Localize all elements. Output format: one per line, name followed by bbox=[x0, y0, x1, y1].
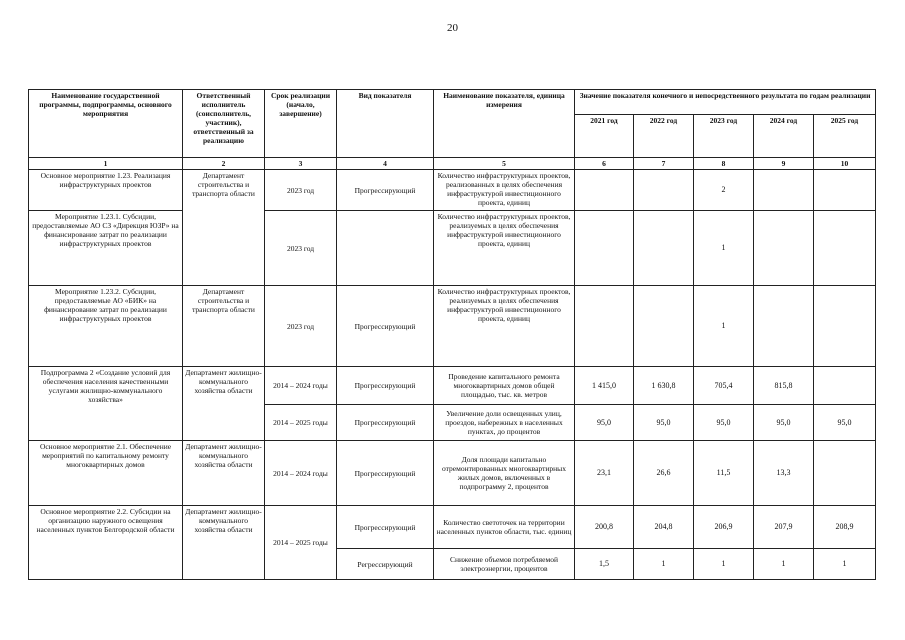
column-number: 6 bbox=[575, 158, 634, 170]
term-cell: 2014 – 2024 годы bbox=[265, 441, 337, 506]
value-cell bbox=[814, 286, 876, 367]
indicator-type-cell: Прогрессирующий bbox=[337, 286, 434, 367]
column-number: 5 bbox=[434, 158, 575, 170]
value-cell: 95,0 bbox=[814, 405, 876, 441]
value-cell bbox=[814, 367, 876, 405]
value-cell: 23,1 bbox=[575, 441, 634, 506]
header-year: 2022 год bbox=[634, 115, 694, 158]
value-cell bbox=[575, 170, 634, 211]
header-indicator-name: Наименование показателя, единица измерения bbox=[434, 90, 575, 158]
value-cell: 1 415,0 bbox=[575, 367, 634, 405]
column-number: 9 bbox=[754, 158, 814, 170]
term-cell: 2014 – 2025 годы bbox=[265, 405, 337, 441]
column-number: 1 bbox=[29, 158, 183, 170]
header-responsible: Ответственный исполнитель (соисполнитель, участник), ответственный за реализацию bbox=[183, 90, 265, 158]
term-cell: 2023 год bbox=[265, 211, 337, 286]
value-cell: 1 bbox=[814, 549, 876, 580]
value-cell: 95,0 bbox=[575, 405, 634, 441]
program-cell: Основное мероприятие 1.23. Реализация инфраструктурных проектов bbox=[29, 170, 183, 211]
value-cell bbox=[754, 211, 814, 286]
program-cell: Подпрограмма 2 «Создание условий для обеспечения населения качественными услугами жилищно-коммунального хозяйства» bbox=[29, 367, 183, 441]
value-cell: 2 bbox=[694, 170, 754, 211]
indicator-type-cell: Регрессирующий bbox=[337, 549, 434, 580]
term-cell: 2023 год bbox=[265, 286, 337, 367]
indicator-name-cell: Количество светоточек на территории населенных пунктов области, тыс. единиц bbox=[434, 506, 575, 549]
column-number: 2 bbox=[183, 158, 265, 170]
value-cell: 206,9 bbox=[694, 506, 754, 549]
value-cell: 207,9 bbox=[754, 506, 814, 549]
column-number: 8 bbox=[694, 158, 754, 170]
value-cell: 1 bbox=[694, 211, 754, 286]
value-cell: 13,3 bbox=[754, 441, 814, 506]
page-number: 20 bbox=[447, 22, 458, 34]
header-year: 2023 год bbox=[694, 115, 754, 158]
value-cell: 200,8 bbox=[575, 506, 634, 549]
value-cell bbox=[814, 211, 876, 286]
header-year: 2021 год bbox=[575, 115, 634, 158]
header-year: 2024 год bbox=[754, 115, 814, 158]
value-cell: 1 bbox=[694, 286, 754, 367]
value-cell bbox=[814, 170, 876, 211]
header-program: Наименование государственной программы, подпрограммы, основного мероприятия bbox=[29, 90, 183, 158]
program-cell: Основное мероприятие 2.1. Обеспечение мероприятий по капитальному ремонту многоквартирных домов bbox=[29, 441, 183, 506]
indicator-name-cell: Проведение капитального ремонта многоквартирных домов общей площадью, тыс. кв. метров bbox=[434, 367, 575, 405]
value-cell: 95,0 bbox=[694, 405, 754, 441]
column-number: 3 bbox=[265, 158, 337, 170]
indicator-name-cell: Количество инфраструктурных проектов, реализованных в целях обеспечения инфраструктурой инвестиционного проекта, единиц bbox=[434, 170, 575, 211]
table-row bbox=[29, 506, 876, 549]
indicator-name-cell: Количество инфраструктурных проектов, реализуемых в целях обеспечения инфраструктурой инвестиционного проекта, единиц bbox=[434, 286, 575, 367]
value-cell: 95,0 bbox=[634, 405, 694, 441]
program-cell: Мероприятие 1.23.1. Субсидии, предоставляемые АО СЗ «Дирекция ЮЗР» на финансирование затрат по реализации инфраструктурных проектов bbox=[29, 211, 183, 286]
value-cell: 1,5 bbox=[575, 549, 634, 580]
term-cell: 2023 год bbox=[265, 170, 337, 211]
value-cell: 1 bbox=[694, 549, 754, 580]
indicator-name-cell: Снижение объемов потребляемой электроэнергии, процентов bbox=[434, 549, 575, 580]
value-cell: 11,5 bbox=[694, 441, 754, 506]
indicator-type-cell: Прогрессирующий bbox=[337, 170, 434, 211]
program-cell: Основное мероприятие 2.2. Субсидии на организацию наружного освещения населенных пунктов Белгородской области bbox=[29, 506, 183, 580]
table-row bbox=[29, 170, 876, 211]
indicator-type-cell: Прогрессирующий bbox=[337, 405, 434, 441]
table-row bbox=[29, 367, 876, 405]
table-row bbox=[29, 441, 876, 506]
indicator-name-cell: Увеличение доли освещенных улиц, проездов, набережных в населенных пунктах, до процентов bbox=[434, 405, 575, 441]
table-row bbox=[29, 211, 876, 286]
value-cell: 1 bbox=[634, 549, 694, 580]
table-row bbox=[29, 286, 876, 367]
value-cell bbox=[634, 211, 694, 286]
responsible-cell: Департамент строительства и транспорта области bbox=[183, 286, 265, 367]
responsible-cell: Департамент жилищно-коммунального хозяйства области bbox=[183, 441, 265, 506]
header-values-group: Значение показателя конечного и непосредственного результата по годам реализации bbox=[575, 90, 876, 115]
responsible-cell: Департамент строительства и транспорта области bbox=[183, 170, 265, 286]
value-cell: 1 bbox=[754, 549, 814, 580]
value-cell: 815,8 bbox=[754, 367, 814, 405]
value-cell bbox=[754, 286, 814, 367]
term-cell: 2014 – 2024 годы bbox=[265, 367, 337, 405]
indicator-name-cell: Количество инфраструктурных проектов, реализуемых в целях обеспечения инфраструктурой инвестиционного проекта, единиц bbox=[434, 211, 575, 286]
header-indicator-type: Вид показателя bbox=[337, 90, 434, 158]
column-number: 10 bbox=[814, 158, 876, 170]
value-cell bbox=[754, 170, 814, 211]
indicator-type-cell bbox=[337, 211, 434, 286]
column-number: 7 bbox=[634, 158, 694, 170]
value-cell bbox=[634, 170, 694, 211]
responsible-cell: Департамент жилищно-коммунального хозяйства области bbox=[183, 506, 265, 580]
indicator-type-cell: Прогрессирующий bbox=[337, 367, 434, 405]
term-cell: 2014 – 2025 годы bbox=[265, 506, 337, 580]
indicators-table bbox=[28, 89, 876, 580]
value-cell: 26,6 bbox=[634, 441, 694, 506]
value-cell: 208,9 bbox=[814, 506, 876, 549]
responsible-cell: Департамент жилищно-коммунального хозяйства области bbox=[183, 367, 265, 441]
column-number-row bbox=[29, 158, 876, 170]
indicator-type-cell: Прогрессирующий bbox=[337, 506, 434, 549]
value-cell bbox=[634, 286, 694, 367]
column-number: 4 bbox=[337, 158, 434, 170]
value-cell bbox=[575, 286, 634, 367]
value-cell bbox=[575, 211, 634, 286]
value-cell: 95,0 bbox=[754, 405, 814, 441]
value-cell: 204,8 bbox=[634, 506, 694, 549]
value-cell: 705,4 bbox=[694, 367, 754, 405]
indicator-name-cell: Доля площади капитально отремонтированных многоквартирных жилых домов, включенных в подпрограмму 2, процентов bbox=[434, 441, 575, 506]
program-cell: Мероприятие 1.23.2. Субсидии, предоставляемые АО «БИК» на финансирование затрат по реализации инфраструктурных проектов bbox=[29, 286, 183, 367]
indicator-type-cell: Прогрессирующий bbox=[337, 441, 434, 506]
header-term: Срок реализации (начало, завершение) bbox=[265, 90, 337, 158]
value-cell: 1 630,8 bbox=[634, 367, 694, 405]
value-cell bbox=[814, 441, 876, 506]
header-year: 2025 год bbox=[814, 115, 876, 158]
